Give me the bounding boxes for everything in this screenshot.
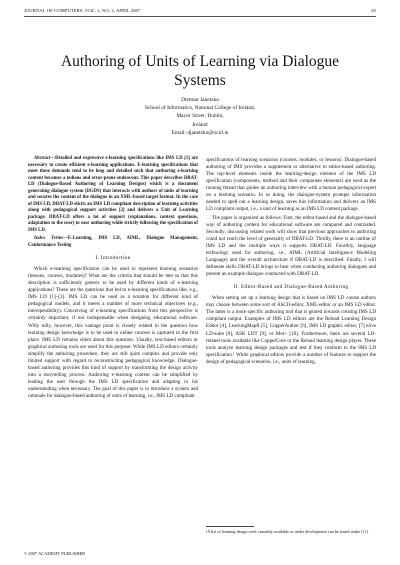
author-block — [60, 96, 340, 137]
page-number: 45 — [371, 8, 376, 13]
body-paragraph: specifications of learning scenarios (courses, modules, or lessons). Dialogue-based authoring of IMS provides a supplement or alternative to editor-based authoring. The top-level elements inside the learning-design element of the IMS LD specification (components, method and their component elements) are used as the running thread that guides an authoring interview with a human pedagogical expert on a learning scenario. In so doing, the dialogue-system prompts information needed to spell out a learning design, saves this information and delivers an IMS LD compliant output, i.e., a unit of learning as an IMS LD content package. — [206, 157, 376, 213]
header-rule — [24, 16, 376, 17]
section-heading-introduction: I. Introduction — [95, 255, 131, 262]
footnote: ¹A list of learning design tools currently available or under development can be found under [11]. — [206, 529, 369, 534]
abstract-text: —Detailed and expressive e-learning specifications like IMS LD [1] are necessary to create efficient e-learning applications. E-learning specifications that meet these demands tend to be long and detailed such that authoring e-learning content becomes a tedious and error-prone endeavour. This paper describes DBAT-LD (Dialogue-Based Authoring of Learning Designs) which is a document generating dialogue system (DGDS) that interacts with authors of units of learning and secures the content of the dialogue in an XML-based target format. In the case of IMS LD, DBAT-LD elicits an IMS LD compliant description of learning activities along with pedagogical support activities [2] and delivers a Unit of Learning package. DBAT-LD offers a lot of support (explanations, context questions, adaptation to the user) to ease authoring while strictly following the specification of IMS LD. — [28, 156, 198, 234]
abstract-label: Abstract — [34, 156, 51, 161]
right-column — [206, 157, 376, 367]
author-email: Email: djanetzko@ncirl.ie — [171, 129, 229, 136]
paper-title: Authoring of Units of Learning via Dialogue Systems — [60, 53, 340, 89]
section-heading-editor-dialogue: II. Editor-Based and Dialogue-Based Authoring — [233, 284, 349, 291]
running-head — [24, 8, 376, 13]
footnote-rule — [206, 526, 254, 527]
index-terms — [28, 236, 198, 249]
author-affiliation: School of Informatics, National College of Ireland, — [144, 105, 256, 112]
author-street: Mayor Street, Dublin, — [176, 113, 224, 120]
introduction-paragraph: Which e-learning specification can be used to represent learning scenarios (lessons, courses, modules)? What are the criteria that should be met so that this description is sufficiently generic to be used by different kinds of e-learning applications? These are the questions that led to e-learning specifications like, e.g., IMS LD [1]–[3]. IMS LD can be used as a notation for different kind of pedagogical models, and it meets a number of more technical objectives (e.g., interoperability). Conceiving of e-learning specifications from this perspective is certainly important, if not indispensable when designing educational software. Willy nilly, however, this vantage point is closely related to the question how learning design knowledge is to be used in online courses is captured in the first place. IMS LD remains silent about this question. Usually, text-based editors or graphical authoring tools are used for this purpose. While IMS LD editors certainly simplify the authoring procedure, they are still quite complex and provide only limited support with regard to reconstructing pedagogical knowledge. Dialogue-based authoring provides this kind of support by transforming the design activity into a storytelling process. Authoring e-learning content can be simplified by leading the user through the IMS LD specification and adapting to his understanding when necessary. The goal of this paper is to introduce a system and rationale for dialogue-based authoring of units of learning, i.e., IMS LD compliant — [28, 266, 198, 399]
author-country: Ireland — [192, 121, 208, 128]
publisher-footer: © 2007 ACADEMY PUBLISHER — [24, 551, 86, 556]
body-paragraph: The paper is organized as follows: First, the editor-based and the dialogue-based way of authoring content for educational software are compared and contrasted. Secondly, discussing related work will show that previous approaches to authoring could not reach the level of generality of DBAT-LD. Thirdly, there is an outline of IMS LD and the multiple ways it supports DBAT-LD. Fourthly, language technology used for authoring, i.e., AIML (Artificial Intelligence Modeling Language) and the overall architecture if DBAT-LD is described. Finally, I will delineate skills DBAT-LD brings to bear when conducting authoring dialogues and present an example dialogue conducted with DBAT-LD. — [206, 214, 376, 278]
section2-paragraph: When setting set up a learning design that is based on IMS LD course authors may choose between some sort of ASCII-editor, XML-editor or an IMS LD editor. The latter is a more specific authoring tool that is geared towards creating IMS LD compliant output. Examples of IMS LD editors are the Reload Learning Design Editor [4], LearningMapR [5], CopperAuthor [6], IMS LD graphic editor, [7] elive LD-suite [8], ASK LDT [9], or Mot+ [10]. Furthermore, there are several LD-related tools available like CopperCore or the Reload learning design player. These tools analyze learning design packages and test if they conform to the IMS LD specification.¹ While graphical editors provide a number of features to support the design of pedagogical scenarios, i.e., units of learning, — [206, 295, 376, 365]
index-terms-text: —E-Learning, IMS LD, AIML, Dialogue Management, Conformance Testing — [28, 236, 198, 248]
author-name: Dietmar Janetzko — [181, 97, 219, 103]
abstract — [28, 156, 198, 235]
index-terms-label: Index Terms — [34, 236, 64, 242]
left-column — [28, 156, 198, 402]
journal-name: JOURNAL OF COMPUTERS, VOL. 2, NO. 2, APRIL 2007 — [24, 8, 141, 13]
